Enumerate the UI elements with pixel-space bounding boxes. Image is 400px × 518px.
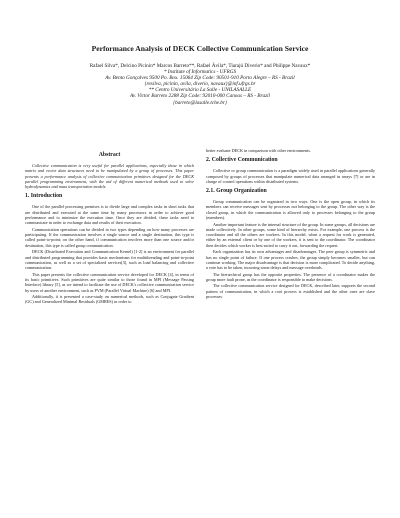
email-1: {rexilva, picinin, avila, diverio, navaux}@inf.ufrgs.br [144,81,256,88]
intro-paragraph: One of the parallel processing premises is to divide large and complex tasks in short tasks that are distributed and executed at the same time by many processors in order to achieve good performance and to minimize the execution time. Once they are divided, these tasks need to communicate in order to exchange data and results of their execution. [25,204,194,226]
abstract-heading: Abstract [98,152,121,158]
paper-title: Performance Analysis of DECK Collective Communication Service [91,44,309,53]
section-2-1-paragraph: Each organization has its own advantages and disadvantages. The peer group is symmetric and has no single point of failure. If one process crashes, the group simply becomes smaller, but can continue working. The major disadvantage is that decision is more complicated. To decide anything, a vote has to be taken, incurring some delays and message overheads. [206,249,375,271]
section-2-1-paragraph: The collective communication service designed for DECK, described later, supports the second pattern of communication, in which a root process is established and the other ones are slave processes. [206,283,375,299]
intro-paragraph: DECK (Distributed Execution and Communication Kernel) [1-2] is an environment for parallel and distributed programming that provides basic mechanisms for multithreading and point-to-point communication, as well as a set of specialized services[3], such as load balancing and collective communication. [25,249,194,271]
section-2-1-heading: 2.1. Group Organization [206,188,267,195]
continued-paragraph: better evaluate DECK in comparison with other environments. [206,148,311,153]
left-column [25,148,194,306]
intro-paragraph: Additionally, it is presented a case-study on numerical methods, such as Conjugate Gradient (GC) and Generalized Minimal Residuals (GMRES) in order to [25,293,194,305]
intro-paragraph: This paper presents the collective communication service developed for DECK [4], in terms of its basic primitives. Such primitives are quite similar to those found in MPI (Message Passing Interface) library [5], as we intend to facilitate the use of DECK's collective communication service by users of another environment, such as PVM (Parallel Virtual Machine) [6] and MPI. [25,271,194,293]
intro-paragraph: Communication operations can be divided in two types depending on how many processes are participating. If the communication involves a single source and a single destination, this type is called point-to-point; on the other hand, if communication involves more than one source and/or destination, this type is called group communication. [25,226,194,248]
abstract-text: Collective communication is very useful for parallel applications, especially those in which matrix and vector data structures need to be manipulated by a group of processes. This paper presents a performance analysis of collective communication primitives designed for the DECK parallel programming environment, with the aid of different numerical methods used to solve hydrodynamics and mass transportation models. [25,163,194,190]
section-2-1-paragraph: Group communication can be organized in two ways. One is the open group, in which its members can receive messages sent by processes not belonging to the group. The other way is the closed group, in which the communication is allowed only to processes belonging to the group (members). [206,199,375,221]
author-block [20,63,380,106]
introduction-heading: 1. Introduction [25,193,63,200]
address-2: Av. Victor Barreto 2288 Zip Code: 92010-000 Canoas – RS - Brazil [130,93,270,100]
section-2-heading: 2. Collective Communication [206,157,278,164]
section-2-paragraph: Collective or group communication is a paradigm widely used in parallel applications generally composed by groups of processes that manipulate numerical data arranged in arrays [7] or are in charge of control operations within distributed systems. [206,168,375,184]
section-2-1-paragraph: Another important feature is the internal structure of the group. In some groups, all decisions are made collectively. In other groups, some kind of hierarchy exists. For example, one process is the coordinator and all the others are workers. In this model, when a request for work is generated, either by an external client or by one of the workers, it is sent to the coordinator. The coordinator then decides which worker is best suited to carry it out, forwarding the request. [206,221,375,248]
right-column [206,148,375,300]
author-names: Rafael Silva*, Delcino Picinin* Marcos Barreto**, Rafael Ávila*, Tiarajú Diverio* and Philippe Navaux* [89,63,311,69]
address-1: Av. Bento Gonçalves 9500 Po. Box. 15064 Zip Code: 90501-910 Porto Alegre – RS - Brazil [105,75,295,82]
affiliation-2: ** Centro Universitário La Salle - UNILASALLE [148,87,252,94]
section-2-1-paragraph: The hierarchical group has the opposite properties. The presence of a coordinator makes the group more fault prone, as the coordinator is responsible to make decisions. [206,271,375,282]
email-2: {barreto@lasalle.tche.br} [173,99,227,106]
affiliation-1: * Institute of Informatics - UFRGS [163,69,237,76]
